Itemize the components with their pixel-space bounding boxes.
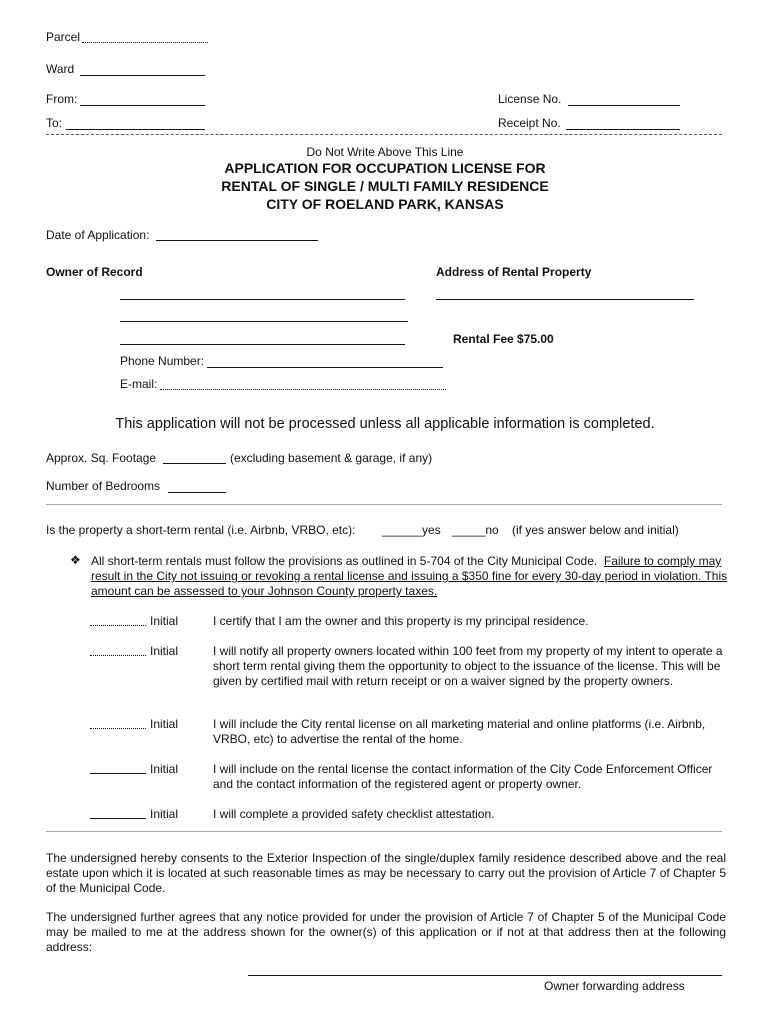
parcel-label: Parcel — [46, 30, 81, 44]
title-line-1: APPLICATION FOR OCCUPATION LICENSE FOR — [224, 160, 546, 176]
owner-line-1[interactable] — [120, 299, 405, 300]
processing-notice: This application will not be processed unless all applicable information is completed. — [115, 416, 655, 432]
to-field[interactable] — [66, 129, 205, 130]
phone-number-label: Phone Number: — [120, 354, 205, 368]
certification-text: I will include the City rental license on all marketing material and online platforms (i.e. Airbnb, VRBO, etc) to advertise the rental of the home. — [213, 717, 706, 746]
phone-number-field[interactable] — [207, 367, 443, 368]
initial-field[interactable] — [90, 625, 146, 626]
bedrooms-label: Number of Bedrooms — [46, 479, 161, 493]
sqft-note: (excluding basement & garage, if any) — [230, 451, 433, 465]
rental-address-field[interactable] — [436, 299, 694, 300]
certification-text: I will notify all property owners located within 100 feet from my property of my intent to operate a short term rental giving them the opportunity to object to the issuance of the license. This will be given by certified mail with return receipt or on a waiver signed by the property owners. — [213, 644, 723, 688]
email-field[interactable] — [160, 389, 446, 390]
short-term-question: Is the property a short-term rental (i.e. Airbnb, VRBO, etc): — [46, 523, 356, 537]
receipt-no-label: Receipt No. — [498, 116, 561, 130]
from-label: From: — [46, 92, 78, 106]
date-of-application-field[interactable] — [156, 240, 318, 241]
initial-field[interactable] — [90, 655, 146, 656]
divider-top — [46, 134, 722, 135]
consent-paragraph: The undersigned hereby consents to the Exterior Inspection of the single/duplex family residence described above and the real estate upon which it is located at such reasonable times as may be necessary to carry out the provision of Article 7 of Chapter 5 of the Municipal Code. — [46, 851, 726, 895]
short-term-penalty-text: Failure to comply may result in the City not issuing or revoking a rental license and issuing a $350 fine for every 30-day period in violation. This amount can be assessed to your Johnson County property taxes. — [91, 554, 728, 598]
license-no-field[interactable] — [568, 105, 680, 106]
short-term-rules — [91, 554, 731, 599]
owner-line-3[interactable] — [120, 344, 405, 345]
date-of-application-label: Date of Application: — [46, 228, 150, 242]
ward-field[interactable] — [80, 75, 205, 76]
initial-label: Initial — [150, 614, 179, 628]
title-line-2: RENTAL OF SINGLE / MULTI FAMILY RESIDENCE — [221, 178, 549, 194]
forwarding-address-field[interactable] — [248, 975, 722, 976]
ward-label: Ward — [46, 62, 75, 76]
owner-forwarding-label: Owner forwarding address — [544, 979, 685, 993]
owner-line-2[interactable] — [120, 321, 408, 322]
owner-of-record-label: Owner of Record — [46, 265, 143, 279]
short-term-note: (if yes answer below and initial) — [512, 523, 679, 537]
sqft-field[interactable] — [163, 463, 226, 464]
initial-label: Initial — [150, 807, 179, 821]
divider-bedrooms — [46, 504, 722, 505]
address-of-rental-label: Address of Rental Property — [436, 265, 592, 279]
initial-field[interactable] — [90, 728, 146, 729]
short-term-rules-text: All short-term rentals must follow the provisions as outlined in 5-704 of the City Municipal Code. — [91, 554, 598, 568]
bedrooms-field[interactable] — [168, 492, 226, 493]
receipt-no-field[interactable] — [566, 129, 680, 130]
certification-text: I will include on the rental license the contact information of the City Code Enforcement Officer and the contact information of the registered agent or property owner. — [213, 762, 713, 791]
notice-paragraph: The undersigned further agrees that any notice provided for under the provision of Article 7 of Chapter 5 of the Municipal Code may be mailed to me at the address shown for the owner(s) of this application or if not at that address then at the following address: — [46, 910, 726, 954]
initial-field[interactable] — [90, 818, 146, 819]
divider-initials — [46, 831, 722, 832]
to-label: To: — [46, 116, 63, 130]
license-no-label: License No. — [498, 92, 562, 106]
certification-text: I certify that I am the owner and this property is my principal residence. — [213, 614, 589, 628]
rental-fee-label: Rental Fee $75.00 — [453, 332, 554, 346]
initial-label: Initial — [150, 717, 179, 731]
initial-label: Initial — [150, 644, 179, 658]
initial-label: Initial — [150, 762, 179, 776]
do-not-write-label: Do Not Write Above This Line — [306, 145, 464, 159]
initial-field[interactable] — [90, 773, 146, 774]
title-line-3: CITY OF ROELAND PARK, KANSAS — [266, 196, 504, 212]
email-label: E-mail: — [120, 377, 158, 391]
certification-text: I will complete a provided safety checklist attestation. — [213, 807, 495, 821]
parcel-field[interactable] — [82, 42, 208, 43]
sqft-label: Approx. Sq. Footage — [46, 451, 157, 465]
short-term-yes[interactable]: ______yes — [382, 523, 441, 537]
from-field[interactable] — [80, 105, 205, 106]
bullet-diamond-icon: ❖ — [70, 553, 81, 567]
short-term-no[interactable]: _____no — [452, 523, 499, 537]
